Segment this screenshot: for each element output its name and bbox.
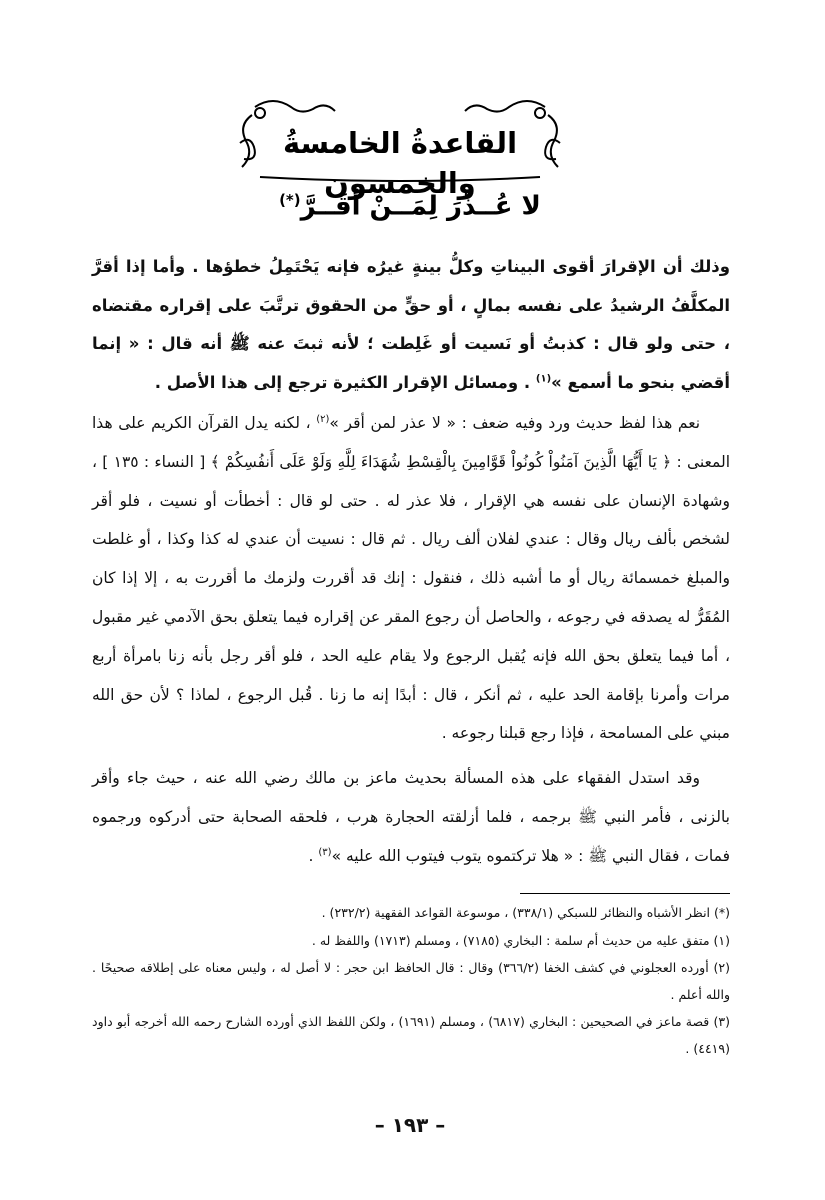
paragraph-text: وقد استدل الفقهاء على هذه المسألة بحديث ماعز بن مالك رضي الله عنه ، حيث جاء وأقر بالزنى ، فأمر النبي ﷺ برجمه ، فلما أزلقته الحجارة هرب ، فلحقه الصحابة حتى أدركوه ورجموه فمات ، فقال النبي ﷺ : « هلا تركتموه يتوب فيتوب الله عليه »	[92, 769, 730, 865]
rule-footnote-ref: (*)	[279, 191, 301, 209]
explanation-paragraph	[92, 404, 730, 753]
page-number: – ١٩٣ –	[374, 1113, 446, 1137]
quran-verse: ﴿ يَا أَيُّهَا الَّذِينَ آمَنُواْ كُونُواْ قَوَّامِينَ بِالْقِسْطِ شُهَدَاءَ لِلَّهِ وَلَوْ عَلَى أَنفُسِكُمْ ﴾	[210, 452, 672, 471]
rule-text: لا عُــذْرَ لِمَــنْ أَقَــرَّ	[300, 191, 541, 222]
footnote-item: (٣) قصة ماعز في الصحيحين : البخاري (٦٨١٧) ، ومسلم (١٦٩١) ، ولكن اللفظ الذي أورده الشارح رحمه الله أخرجه أبو داود (٤٤١٩) .	[92, 1014, 731, 1056]
chapter-title: القاعدةُ الخامسةُ والخمسون	[282, 126, 518, 200]
evidence-paragraph	[92, 759, 730, 875]
footnote-item: (٢) أورده العجلوني في كشف الخفا (٣٦٦/٢) وقال : قال الحافظ ابن حجر : لا أصل له ، وليس معناه على إطلاقه صحيحًا . والله أعلم .	[92, 960, 731, 1002]
footnote-item: (١) متفق عليه من حديث أم سلمة : البخاري (٧١٨٥) ، ومسلم (١٧١٣) واللفظ له .	[311, 932, 730, 948]
main-paragraph-text: وذلك أن الإقرارَ أقوى البيناتِ وكلُّ بينةٍ غيرُه فإنه يَحْتَمِلُ خطؤها . وأما إذا أقرَّ المكلَّفُ الرشيدُ على نفسه بمالٍ ، أو حقٍّ من الحقوق ترتَّبَ على إقراره مقتضاه ، حتى ولو قال : كذبتُ أو نَسيت أو غَلِطت ؛ لأنه ثبتَ عنه ﷺ أنه قال : « إنما أقضي بنحو ما أسمع »	[92, 257, 730, 392]
footnotes	[92, 900, 730, 1063]
footnote-ref-3: (٣)	[318, 846, 332, 858]
hadith-statement: نعم هذا لفظ حديث ورد وفيه ضعف : « لا عذر لمن أقر »	[329, 414, 701, 432]
paragraph-text: [ النساء : ١٣٥ ] ، وشهادة الإنسان على نفسه هي الإقرار ، فلا عذر له . حتى لو قال : أخطأت أو نسيت ، فلو أقر لشخص بألف ريال وقال : عندي لفلان ألف ريال . ثم قال : نسيت أن عندي له كذا وكذا ، أو غلطت والمبلغ خمسمائة ريال أو ما أشبه ذلك ، فنقول : إنك قد أقررت ولزمك ما أقررت به ، إلا إذا كان المُقَرُّ له يصدقه في رجوعه ، والحاصل أن رجوع المقر عن إقراره فيما يتعلق بحق الآدمي غير مقبول ، أما فيما يتعلق بحق الله فإنه يُقبل الرجوع ولا يقام عليه الحد ، فلو أقر رجل بأنه زنا بامرأة أربع مرات وأمرنا بإقامة الحد عليه ، ثم أنكر ، قال : أبدًا إنه ما زنا . قُبل الرجوع ، لماذا ؟ لأن حق الله مبني على المسامحة ، فإذا رجع قبلنا رجوعه .	[92, 452, 730, 743]
paragraph-tail: .	[308, 846, 319, 865]
main-paragraph-tail: . ومسائل الإقرار الكثيرة ترجع إلى هذا الأصل .	[154, 372, 536, 392]
footnote-item: (*) انظر الأشباه والنظائر للسبكي (٣٣٨/١) ، موسوعة القواعد الفقهية (٢٣٢/٢) .	[321, 905, 730, 920]
paragraph-text: ، لكنه يدل القرآن الكريم على هذا المعنى :	[92, 414, 731, 471]
rule-title	[200, 182, 620, 225]
footnote-ref-2: (٢)	[316, 413, 330, 425]
footnote-divider	[520, 893, 730, 894]
explanation-body	[92, 404, 730, 876]
chapter-heading	[200, 95, 600, 200]
main-paragraph	[92, 248, 730, 402]
footnote-ref-1: (١)	[535, 373, 552, 384]
